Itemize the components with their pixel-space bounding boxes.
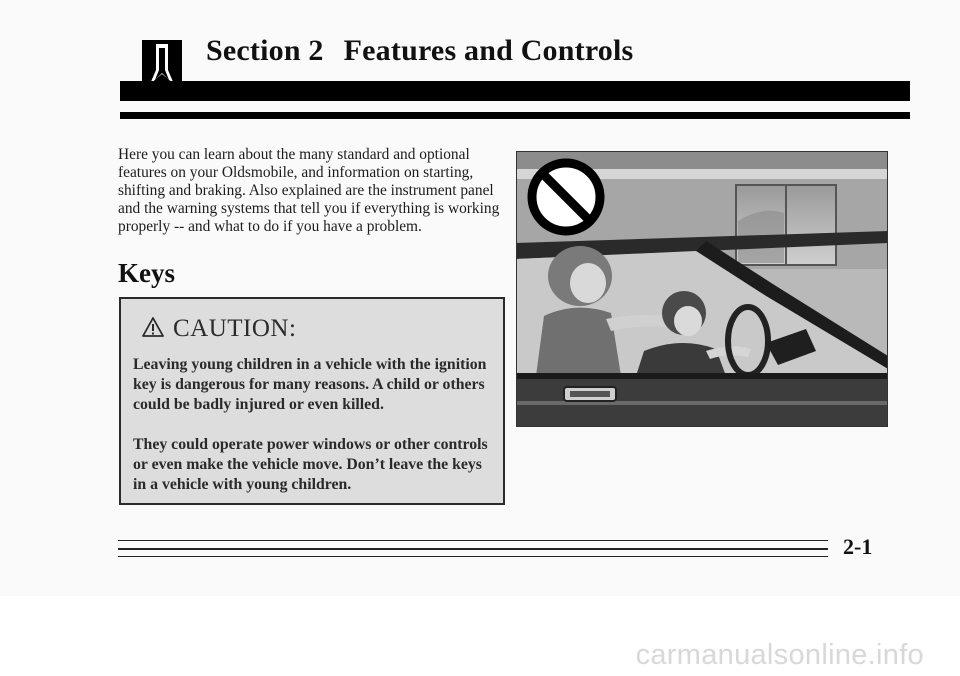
caution-title-text: CAUTION:: [173, 315, 297, 342]
children-in-car-illustration: [516, 151, 888, 427]
section-label: Section 2: [206, 34, 324, 67]
caution-paragraph-1: Leaving young children in a vehicle with the ignition key is dangerous for many reasons. A child or others could be badly injured or even killed.: [133, 356, 487, 413]
footer-rule: [118, 548, 828, 550]
header-divider-thick: [120, 81, 910, 101]
caution-box: [119, 297, 505, 505]
keys-heading: Keys: [118, 258, 175, 288]
section-title-text: Features and Controls: [343, 34, 634, 67]
intro-paragraph: Here you can learn about the many standard and optional features on your Oldsmobile, and information on starting, shifting and braking. Also explained are the instrument panel and the warning systems that tell you if everything is working properly -- and what to do if you have a problem.: [118, 146, 500, 235]
warning-triangle-icon: [141, 316, 165, 338]
header-divider-thin: [120, 112, 910, 119]
page-number: 2-1: [843, 534, 873, 559]
page-title: [206, 34, 633, 68]
no-symbol-icon: [532, 163, 600, 231]
caution-title: [141, 315, 296, 343]
watermark-text: carmanualsonline.info: [635, 639, 924, 671]
footer-rule: [118, 556, 828, 557]
caution-paragraph-2: They could operate power windows or other controls or even make the vehicle move. Don’t leave the keys in a vehicle with young children.: [133, 436, 488, 493]
footer-rule: [118, 540, 828, 541]
